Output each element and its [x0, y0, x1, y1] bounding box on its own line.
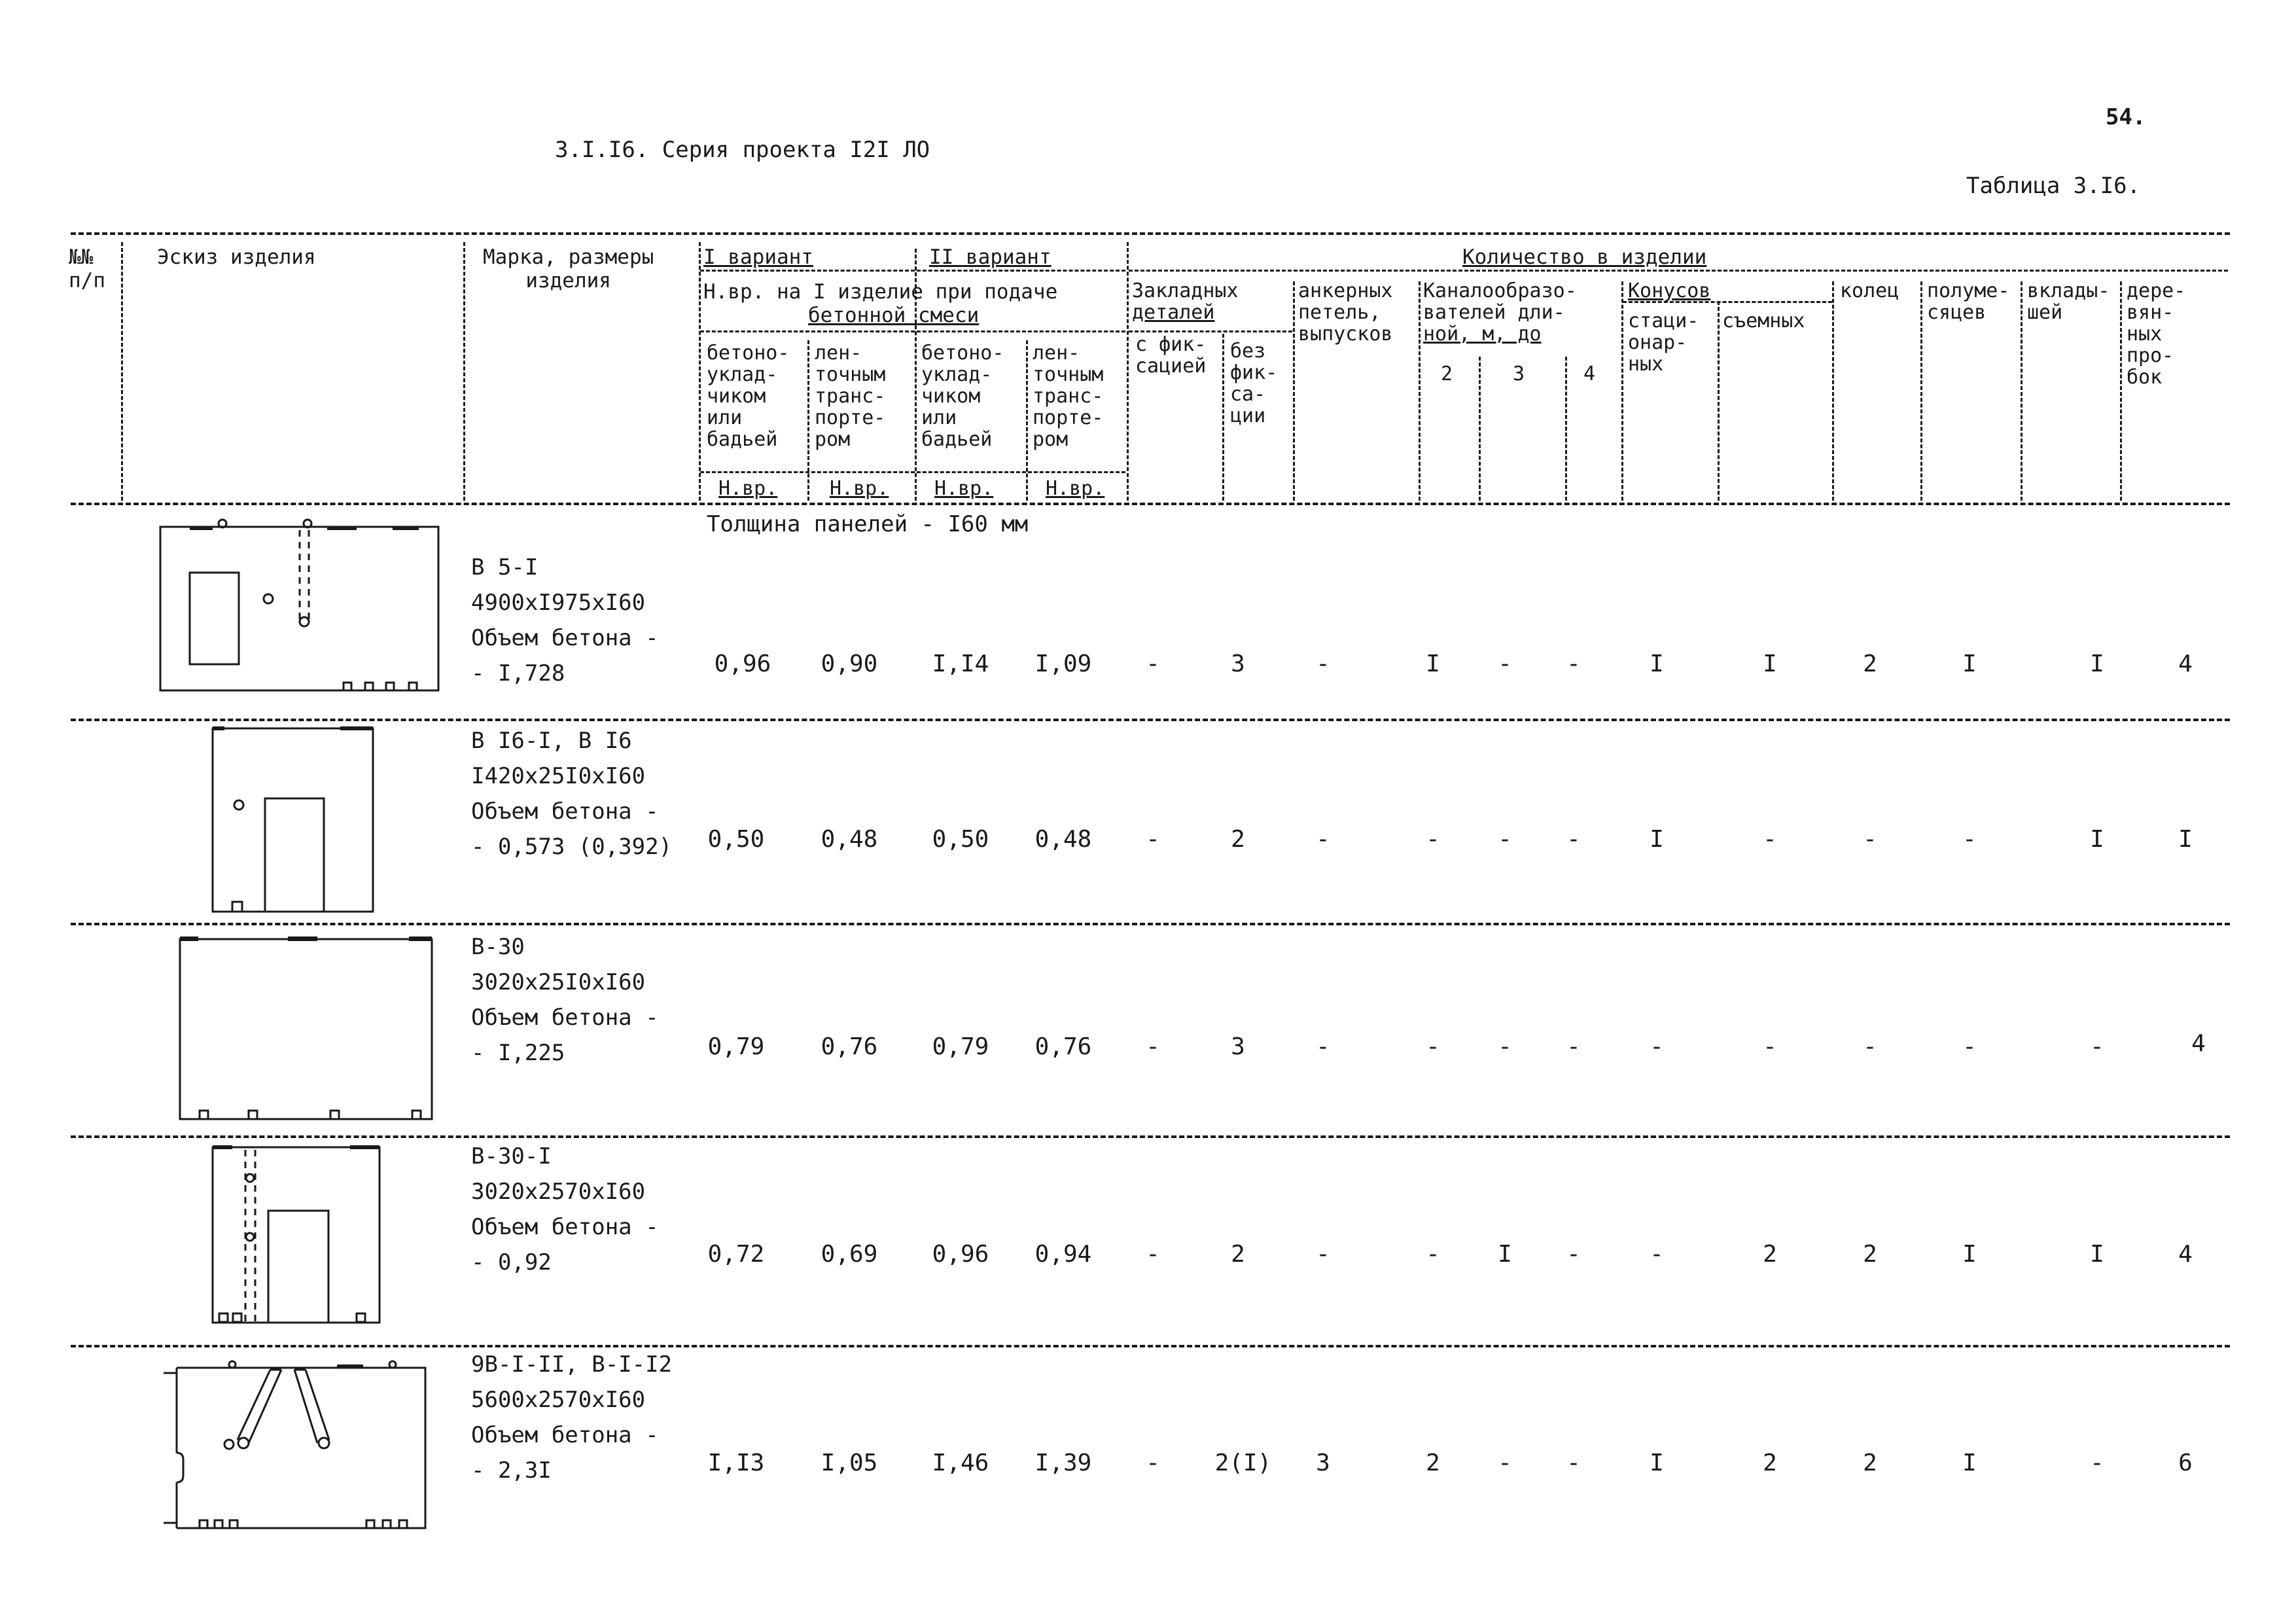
header-nvr-unit: Н.вр.: [718, 477, 778, 500]
row-3-brand: В-30 3020х25I0хI60 Объем бетона - - I,225: [471, 934, 659, 1066]
header-embedded-line: [1129, 330, 1292, 332]
header-divider: [699, 242, 701, 501]
header-embedded: Закладных деталей: [1132, 279, 1239, 324]
row-4-cell: I: [1498, 1241, 1512, 1268]
header-channel-3: 3: [1513, 363, 1525, 385]
header-divider: [1565, 357, 1567, 501]
row-3-cell: -: [1863, 1033, 1877, 1060]
row-5-cell: I,05: [821, 1450, 878, 1476]
header-divider: [2021, 281, 2022, 501]
row-5-sketch: [160, 1351, 435, 1538]
row-1-cell: 2: [1863, 651, 1877, 677]
row-2-cell: 0,48: [821, 826, 878, 853]
row-2-cell: -: [1566, 826, 1581, 853]
row-2-cell: -: [1316, 826, 1330, 853]
row-1-cell: 4: [2178, 651, 2193, 677]
row-2-cell: -: [1763, 826, 1777, 853]
row-2-cell: I: [2090, 826, 2104, 853]
header-anchor: анкерных петель, выпусков: [1298, 279, 1393, 346]
row-2-cell: 0,50: [707, 826, 765, 853]
row-3-cell: -: [1650, 1033, 1664, 1060]
row-1-cell: -: [1498, 651, 1512, 677]
row-1-cell: I,09: [1034, 651, 1092, 677]
row-3-cell: -: [1146, 1033, 1160, 1060]
row-5-cell: 2: [1426, 1450, 1440, 1476]
header-quantity-line: [1129, 270, 2228, 272]
row-5-cell: -: [1498, 1450, 1512, 1476]
row-3-cell: -: [1566, 1033, 1581, 1060]
header-nvr-line: [700, 330, 1125, 332]
row-3-cell: 4: [2191, 1030, 2206, 1057]
row-5-cell: I,39: [1034, 1450, 1092, 1476]
row-2-cell: 0,48: [1034, 826, 1092, 853]
header-brand: Марка, размеры изделия: [483, 245, 654, 293]
row-2-cell: -: [1498, 826, 1512, 853]
header-bottom-line: [71, 503, 2230, 505]
header-nvr-unit: Н.вр.: [934, 477, 994, 500]
row-4-brand: В-30-I 3020х2570хI60 Объем бетона - - 0,92: [471, 1143, 659, 1275]
row-4-cell: 4: [2178, 1241, 2193, 1268]
row-4-cell: 2: [1863, 1241, 1877, 1268]
row-2-cell: I: [2178, 826, 2193, 853]
header-channel-4: 4: [1583, 363, 1596, 385]
row-2-cell: -: [1962, 826, 1977, 853]
row-5-brand: 9В-I-II, В-I-I2 5600х2570хI60 Объем бетона - - 2,3I: [471, 1351, 673, 1484]
header-sketch: Эскиз изделия: [157, 245, 316, 269]
row-2-cell: -: [1426, 826, 1440, 853]
row-2-cell: I: [1650, 826, 1664, 853]
row-1-cell: I: [1650, 651, 1664, 677]
row-2-cell: -: [1146, 826, 1160, 853]
row-4-cell: -: [1146, 1241, 1160, 1268]
row-2-sketch: [209, 723, 380, 913]
table-label: Таблица 3.I6.: [1966, 173, 2141, 199]
row-1-cell: I,I4: [932, 651, 989, 677]
header-nvr-desc: Н.вр. на I изделие при подаче бетонной смеси: [703, 280, 1058, 327]
row-separator: [71, 1345, 2230, 1347]
header-nvr-unit-line: [700, 471, 1125, 473]
header-channel-2: 2: [1441, 363, 1453, 385]
header-divider: [1479, 357, 1481, 501]
row-5-cell: 2: [1863, 1450, 1877, 1476]
row-4-cell: I: [1962, 1241, 1977, 1268]
row-3-cell: 0,79: [932, 1033, 989, 1060]
row-4-cell: 0,96: [932, 1241, 989, 1268]
row-4-cell: -: [1566, 1241, 1581, 1268]
header-sub2: лен- точным транс- порте- ром: [815, 342, 886, 451]
row-separator: [71, 719, 2230, 721]
row-4-cell: 0,69: [821, 1241, 878, 1268]
row-1-cell: -: [1146, 651, 1160, 677]
row-4-cell: -: [1426, 1241, 1440, 1268]
row-5-cell: -: [1566, 1450, 1581, 1476]
row-3-cell: 0,76: [1034, 1033, 1092, 1060]
row-1-cell: -: [1566, 651, 1581, 677]
row-2-brand: В I6-I, В I6 I420х25I0хI60 Объем бетона - - 0,573 (0,392): [471, 728, 673, 860]
header-sub3: бетоно- уклад- чиком или бадьей: [921, 342, 1004, 451]
thickness-note: Толщина панелей - I60 мм: [707, 511, 1029, 537]
header-stationary: стаци- онар- ных: [1628, 310, 1699, 376]
row-3-cell: -: [1316, 1033, 1330, 1060]
header-divider: [463, 242, 465, 501]
header-half-moons: полуме- сяцев: [1927, 279, 2010, 324]
row-2-cell: 2: [1231, 826, 1245, 853]
row-5-cell: I,I3: [707, 1450, 765, 1476]
row-5-cell: I,46: [932, 1450, 989, 1476]
header-divider: [1718, 301, 1720, 501]
header-removable: съемных: [1722, 310, 1805, 332]
row-4-cell: 2: [1763, 1241, 1777, 1268]
header-channel: Каналообразо- вателей дли- ной, м, до: [1423, 279, 1577, 346]
row-3-cell: -: [1426, 1033, 1440, 1060]
row-1-cell: 0,96: [714, 651, 771, 677]
page-number: 54.: [2106, 104, 2146, 130]
header-variant-line: [700, 270, 1125, 272]
row-5-cell: I: [1650, 1450, 1664, 1476]
row-2-cell: -: [1863, 826, 1877, 853]
header-nvr-unit: Н.вр.: [830, 477, 889, 500]
row-3-sketch: [177, 933, 438, 1122]
header-divider: [1293, 281, 1295, 501]
header-variant2: II вариант: [929, 245, 1051, 269]
row-1-brand: В 5-I 4900хI975хI60 Объем бетона - - I,728: [471, 554, 659, 687]
header-inserts: вклады- шей: [2027, 279, 2110, 324]
row-3-cell: -: [1498, 1033, 1512, 1060]
header-rings: колец: [1840, 279, 1899, 302]
row-3-cell: -: [1962, 1033, 1977, 1060]
row-5-cell: 3: [1316, 1450, 1330, 1476]
header-num: №№ п/п: [69, 245, 105, 293]
row-1-sketch: [157, 517, 445, 700]
row-1-cell: I: [2090, 651, 2104, 677]
section-title: 3.I.I6. Серия проекта I2I ЛО: [555, 137, 930, 163]
row-5-cell: -: [2090, 1450, 2104, 1476]
row-5-cell: -: [1146, 1450, 1160, 1476]
row-5-cell: 6: [2178, 1450, 2193, 1476]
row-4-cell: 2: [1231, 1241, 1245, 1268]
row-5-cell: 2(I): [1214, 1450, 1272, 1476]
row-separator: [71, 1135, 2230, 1138]
header-cones: Конусов: [1628, 279, 1711, 302]
header-divider: [121, 242, 123, 501]
header-divider: [807, 340, 809, 501]
header-sub4: лен- точным транс- порте- ром: [1033, 342, 1104, 451]
row-5-cell: I: [1962, 1450, 1977, 1476]
row-5-cell: 2: [1763, 1450, 1777, 1476]
row-3-cell: 0,79: [707, 1033, 765, 1060]
header-divider: [1621, 281, 1623, 501]
row-4-cell: 0,72: [707, 1241, 765, 1268]
header-divider: [2120, 281, 2122, 501]
header-plugs: дере- вян- ных про- бок: [2127, 279, 2186, 389]
row-1-cell: -: [1316, 651, 1330, 677]
header-divider: [1920, 281, 1922, 501]
header-divider: [1026, 340, 1028, 501]
row-3-cell: -: [1763, 1033, 1777, 1060]
row-1-cell: 0,90: [821, 651, 878, 677]
row-separator: [71, 923, 2230, 925]
header-without-fix: без фик- са- ции: [1230, 340, 1278, 427]
header-nvr-unit: Н.вр.: [1046, 477, 1105, 500]
row-4-cell: -: [1650, 1241, 1664, 1268]
header-divider: [1832, 281, 1834, 501]
header-variant1: I вариант: [703, 245, 813, 269]
header-divider: [1127, 242, 1129, 501]
header-divider: [1222, 334, 1224, 501]
row-1-cell: I: [1962, 651, 1977, 677]
header-with-fix: с фик- сацией: [1135, 333, 1207, 378]
row-1-cell: I: [1426, 651, 1440, 677]
row-1-cell: I: [1763, 651, 1777, 677]
header-divider: [1419, 281, 1421, 501]
row-4-cell: -: [1316, 1241, 1330, 1268]
header-sub1: бетоно- уклад- чиком или бадьей: [707, 342, 790, 451]
row-3-cell: 3: [1231, 1033, 1245, 1060]
row-4-sketch: [209, 1142, 386, 1325]
row-4-cell: 0,94: [1034, 1241, 1092, 1268]
row-3-cell: -: [2090, 1033, 2104, 1060]
row-2-cell: 0,50: [932, 826, 989, 853]
row-3-cell: 0,76: [821, 1033, 878, 1060]
row-4-cell: I: [2090, 1241, 2104, 1268]
header-top-line: [71, 232, 2230, 235]
row-1-cell: 3: [1231, 651, 1245, 677]
header-quantity: Количество в изделии: [1462, 245, 1707, 269]
